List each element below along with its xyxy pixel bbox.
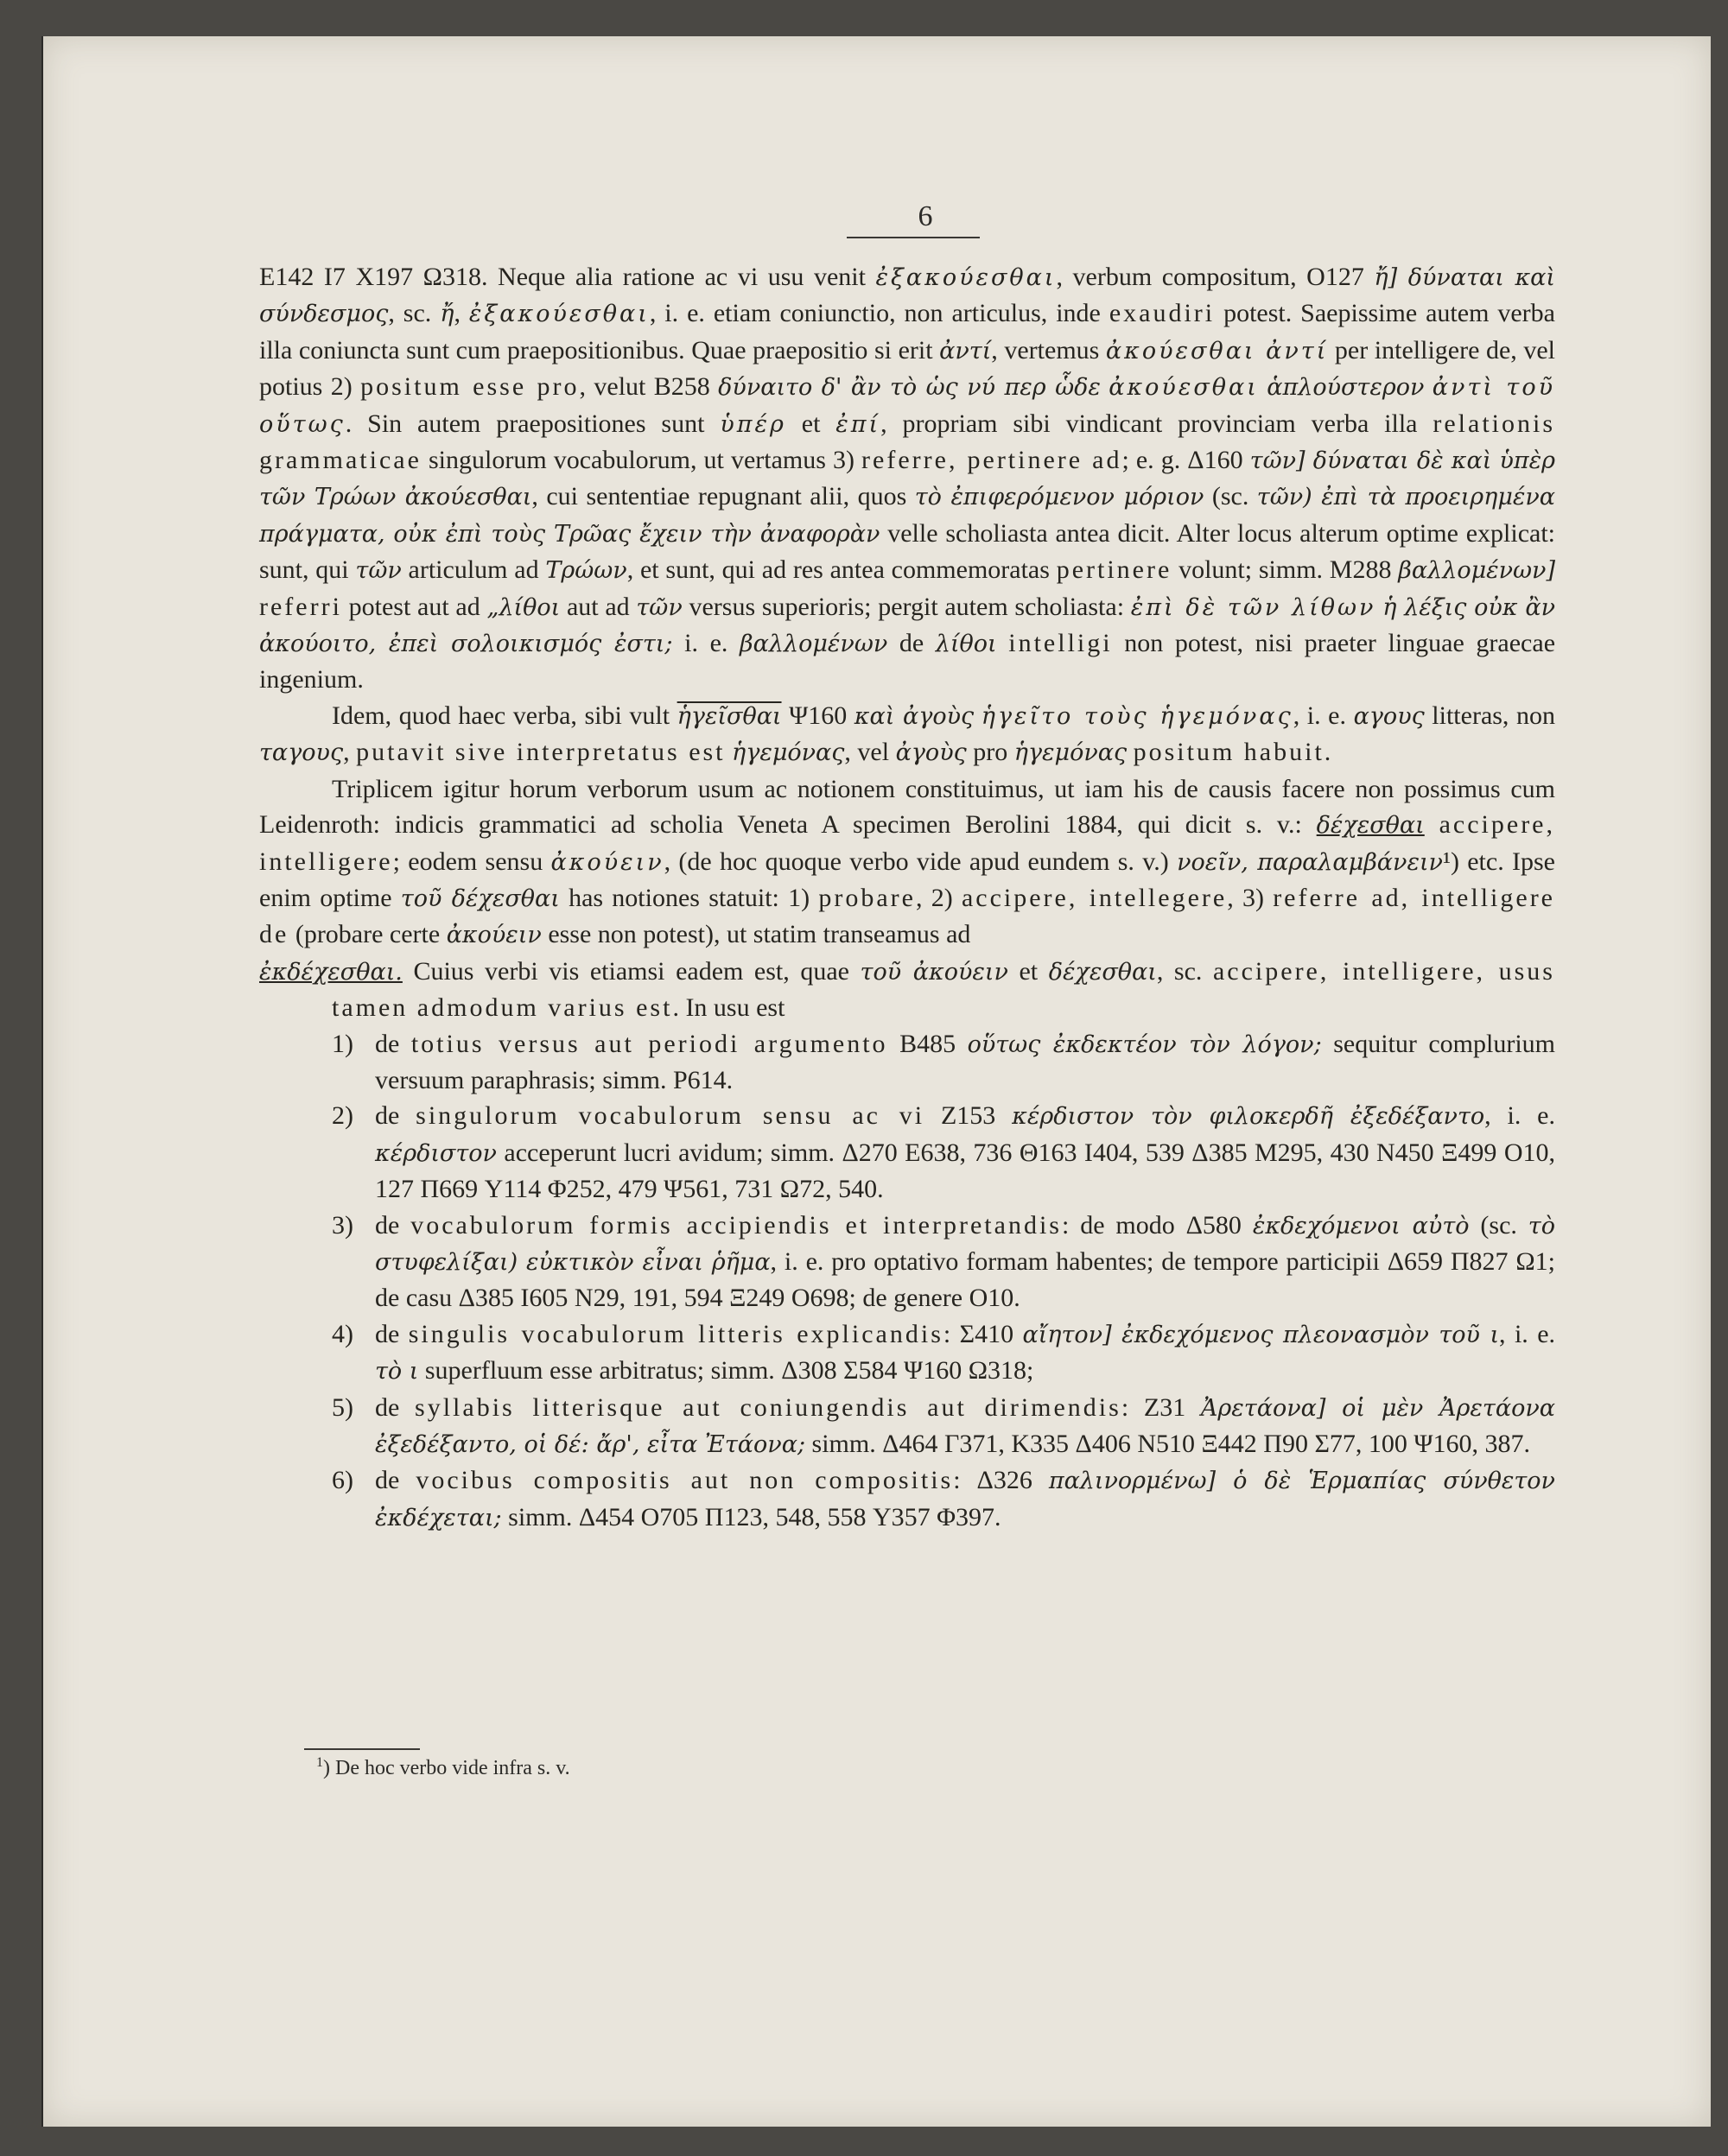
greek-text: ἡγεῖτο τοὺς ἡγεμόνας [981,702,1293,730]
text-span: E142 I7 X197 Ω318. Neque alia ratione ac vi usu venit [259,263,876,291]
text-span: , i. e. pro optativo formam habentes; de tempore participii Δ659 Π827 Ω1; de casu Δ385 I605 N29, 191, 594 Ξ249 O698; de genere O10. [375,1246,1555,1313]
text-span [974,701,982,730]
greek-text: τὸ ι [375,1358,419,1386]
usage-number: 2) [332,1101,353,1131]
text-span: , vel [844,738,896,767]
text-span: Cuius verbi vis etiamsi eadem est, quae [402,956,861,986]
greek-text: ἡγεμόνας [732,739,845,767]
usage-number: 1) [332,1029,353,1058]
text-span: : de modo Δ580 [1061,1210,1253,1240]
text-span: Triplicem igitur horum verborum usum ac notionem constituimus, ut iam his de causis facere non possimus cum Leidenroth: indicis grammatici ad scholia Veneta A specimen Berolini 1884, qui dicit s. v.: [259,774,1555,840]
text-span: simm. Δ454 O705 Π123, 548, 558 Y357 Φ397. [501,1502,1001,1531]
text-span: : Δ326 [953,1466,1049,1495]
footnote [316,1755,570,1780]
text-span: totius versus aut periodi argumento [410,1029,888,1058]
text-span: i. e. [672,629,740,658]
text-span: de [375,1466,416,1495]
greek-text: καὶ ἀγοὺς [854,702,975,730]
greek-text: ἐπί [835,410,881,438]
text-span: singulorum vocabulorum sensu ac vi [416,1101,925,1131]
text-span: , vertemus [991,335,1106,365]
greek-text: κέρδιστον τὸν φιλοκερδῆ ἐξεδέξαντο [1012,1103,1485,1131]
text-span: , i. e. [1293,701,1354,730]
greek-text: ὑπέρ [720,410,786,438]
text-span: (sc. [1204,482,1257,511]
paragraph-2 [259,698,1555,771]
text-span: relationis grammaticae [259,409,1556,475]
text-span: , [343,738,357,767]
text-span: potest. Saepissime autem verba illa coniuncta sunt cum praepositionibus. Quae praepositio si erit [259,299,1555,365]
text-span: potest aut ad [341,592,487,621]
text-span: , 3) [1227,883,1274,912]
text-span: acceperunt lucri avidum; simm. Δ270 E638, 736 Θ163 I404, 539 Δ385 M295, 430 N450 Ξ499 O10, 127 Π669 Y114 Φ252, 479 Ψ561, 731 Ω72, 540. [375,1138,1555,1204]
page-number: 6 [918,200,933,232]
text-span: B485 [887,1029,968,1058]
usage-list [259,1026,1555,1537]
text-span: accipere, intelligere, usus tamen admodum varius est [332,956,1555,1023]
greek-text: „λίθοι [486,593,561,621]
greek-text: δέχεσθαι [1316,812,1425,840]
greek-text: δέχεσθαι [1048,958,1157,986]
greek-text: ἀκούειν [446,922,542,949]
greek-text: λίθοι [935,631,997,658]
text-span: syllabis litterisque aut coniungendis aut dirimendis [415,1392,1121,1422]
text-span: et [1007,956,1049,986]
text-span: de [375,1029,411,1058]
greek-text: Τρώων [545,557,627,585]
greek-text: τὸ στυφελίξαι) εὐκτικὸν εἶναι ῥῆμα [375,1212,1555,1276]
text-span: accipere, intelligere [259,810,1555,876]
paragraph-lemma-ekdechesthai [259,954,1555,1026]
text-span: singulis vocabulorum litteris explicandis [408,1319,943,1348]
greek-text: τοῦ ἀκούειν [860,958,1008,986]
text-span [726,738,733,766]
paragraph-1 [259,259,1555,698]
greek-text: τῶν) ἐπὶ τὰ προειρημένα πράγματα, οὐκ ἐπὶ τοὺς Τρῶας ἔχειν τὴν ἀναφορὰν [259,484,1556,548]
text-span: de [375,1101,416,1131]
text-span: , cui sententiae repugnant alii, quos [531,482,915,511]
text-span: simm. Δ464 Γ371, K335 Δ406 N510 Ξ442 Π90 Σ77, 100 Ψ160, 387. [805,1430,1531,1458]
text-span: non potest, nisi praeter linguae graecae ingenium. [259,629,1556,694]
usage-number: 3) [332,1210,353,1240]
text-span: , velut B258 [579,372,719,402]
text-span: pro [966,738,1014,767]
greek-text: τῶν] δύναται δὲ καὶ ὑπὲρ τῶν Τρώων ἀκούεσθαι [259,447,1555,511]
greek-text: ἀντὶ τοῦ οὕτως [259,374,1556,438]
text-span: per intelligere de, vel potius 2) [259,335,1556,402]
text-span: (sc. [1469,1210,1528,1240]
text-span: sequitur complurium versuum paraphrasis; simm. P614. [375,1029,1556,1094]
greek-text: Ἀρετάονα] οἱ μὲν Ἀρετάονα ἐξεδέξαντο, οἱ δέ: ἄρ', εἶτα Ἐτάονα; [375,1394,1555,1458]
text-span: : Z31 [1121,1392,1201,1422]
greek-text: παλινορμένω] ὁ δὲ Ἑρμαπίας σύνθετον ἐκδέχεται; [375,1468,1555,1531]
text-span: referre, pertinere ad [861,446,1122,475]
text-span: , i. e. [1484,1101,1555,1131]
text-span: , sc. [1156,956,1213,986]
text-span: singulorum vocabulorum, ut vertamus 3) [421,446,862,475]
greek-text: τοῦ δέχεσθαι [400,885,560,912]
greek-text: τῶν [636,593,683,621]
text-span: putavit sive interpretatus est [356,738,726,767]
text-span: de [375,1319,409,1348]
text-span: , et sunt, qui ad res antea commemoratas [626,555,1057,585]
usage-number: 6) [332,1466,353,1495]
text-span: , sc. [388,299,441,328]
greek-text: ἡγεμόνας [1013,739,1128,767]
text-span: vocibus compositis aut non compositis [416,1466,954,1495]
greek-text: ἤ] δύναται καὶ σύνδεσμος [259,264,1555,328]
greek-text: αγους [1353,702,1425,730]
usage-item [332,1316,1555,1390]
greek-text: δύναιτο δ' ἂν τὸ ὡς νύ περ ὧδε [718,374,1101,402]
greek-text: αἴητον] ἐκδεχόμενος πλεονασμὸν τοῦ ι [1022,1321,1500,1348]
text-span: , (de hoc quoque verbo vide apud eundem s. v.) [664,847,1178,876]
text-span: Z153 [924,1101,1013,1131]
text-span: has notiones statuit: 1) [559,883,819,912]
greek-text: ἐκδεχόμενοι αὐτὸ [1252,1212,1470,1240]
text-span: , verbum compositum, O127 [1056,263,1375,291]
greek-text: νοεῖν, παραλαμβάνειν [1177,848,1443,876]
text-span: Idem, quod haec verba, sibi vult [332,701,677,730]
greek-text: ἐπὶ δὲ τῶν λίθων [1130,593,1376,621]
greek-text: ἁπλούστερον [1267,374,1425,402]
text-span: volunt; simm. M288 [1172,555,1399,585]
text-span: : Σ410 [943,1319,1023,1348]
greek-text: ἐξακούεσθαι [468,301,650,328]
usage-number: 5) [332,1392,353,1422]
greek-text: οὕτως ἐκδεκτέον τὸν λόγον; [967,1030,1322,1058]
text-span: vocabulorum formis accipiendis et interpretandis [410,1210,1062,1240]
greek-text: ἀκούειν [550,848,664,876]
text-span: intelligi [1008,629,1113,658]
text-span: et [785,409,836,438]
text-span: ; eodem sensu [392,847,551,876]
text-span: esse non potest), ut statim transeamus ad [541,920,971,949]
greek-text: κέρδιστον [375,1139,497,1167]
greek-text: ἡγεῖσθαι [677,702,782,730]
greek-text: ἐκδέχεσθαι. [259,958,403,986]
usage-item [332,1026,1555,1099]
text-span: velle scholiasta antea dicit. Alter locus alterum optime explicat: sunt, qui [259,518,1555,585]
greek-text: βαλλομένων [740,631,888,658]
usage-item [332,1098,1555,1207]
text-span [1259,372,1267,401]
paragraph-3 [259,771,1555,954]
text-span: . [1324,738,1331,767]
text-span: . Sin autem praepositiones sunt [345,409,721,438]
text-span [1424,372,1432,401]
greek-text: ἐξακούεσθαι [875,264,1057,291]
text-span: probare [818,883,916,912]
greek-text: ἡ λέξις οὐκ ἂν ἀκούοιτο, ἐπεὶ σολοικισμός ἐστι; [259,593,1556,658]
text-span: positum habuit [1133,738,1325,767]
text-span [1127,738,1134,766]
text-span: (probare certe [289,920,447,949]
text-span: de [375,1210,411,1240]
footnote-mark: 1 [316,1755,323,1770]
greek-text: ταγους [259,739,344,767]
text-span: referre ad, intelligere de [259,883,1556,949]
greek-text: τῶν [355,557,402,585]
text-span [1425,810,1439,839]
greek-text: ἤ [440,301,454,328]
footnote-rule [304,1748,420,1750]
text-span: de [375,1392,416,1422]
text-span: pertinere [1056,555,1172,585]
text-span: de [887,629,936,658]
text-span [997,629,1009,657]
text-span: aut ad [560,592,637,621]
greek-text: ἀγοὺς [895,739,967,767]
usage-number: 4) [332,1319,353,1348]
greek-text: ἀκούεσθαι ἀντί [1105,337,1329,365]
footnote-text: ) De hoc verbo vide infra s. v. [323,1757,570,1779]
text-span: , i. e. [1499,1319,1556,1348]
greek-text: ἀντί [939,337,992,365]
text-span: , propriam sibi vindicant provinciam verba illa [880,409,1433,438]
usage-item [332,1390,1555,1463]
greek-text: βαλλομένων] [1398,557,1555,585]
text-span: ; e. g. Δ160 [1121,446,1250,475]
text-span [1101,372,1109,401]
text-span: , 2) [915,883,962,912]
text-span: articulum ad [401,555,546,585]
usage-item [332,1462,1555,1536]
text-span: . In usu est [672,993,785,1023]
text-span: versus superioris; pergit autem scholiasta: [682,592,1131,621]
greek-text: ἀκούεσθαι [1109,374,1259,402]
greek-text: τὸ ἐπιφερόμενον μόριον [914,484,1204,511]
text-span: Ψ160 [781,701,854,730]
text-span: , i. e. etiam coniunctio, non articulus, inde [649,299,1109,328]
text-span: ¹) etc. Ipse enim optime [259,847,1555,912]
text-span: referri [259,592,342,621]
text-span: positum esse pro [360,372,580,402]
text-span: accipere, intellegere [961,883,1228,912]
usage-item [332,1208,1555,1316]
body-text [259,259,1555,1536]
text-span: exaudiri [1109,299,1216,328]
text-span: litteras, non [1424,701,1556,730]
text-span: , [454,299,469,328]
page-number-rule [847,237,980,238]
text-span: superfluum esse arbitratus; simm. Δ308 Σ584 Ψ160 Ω318; [418,1356,1034,1386]
